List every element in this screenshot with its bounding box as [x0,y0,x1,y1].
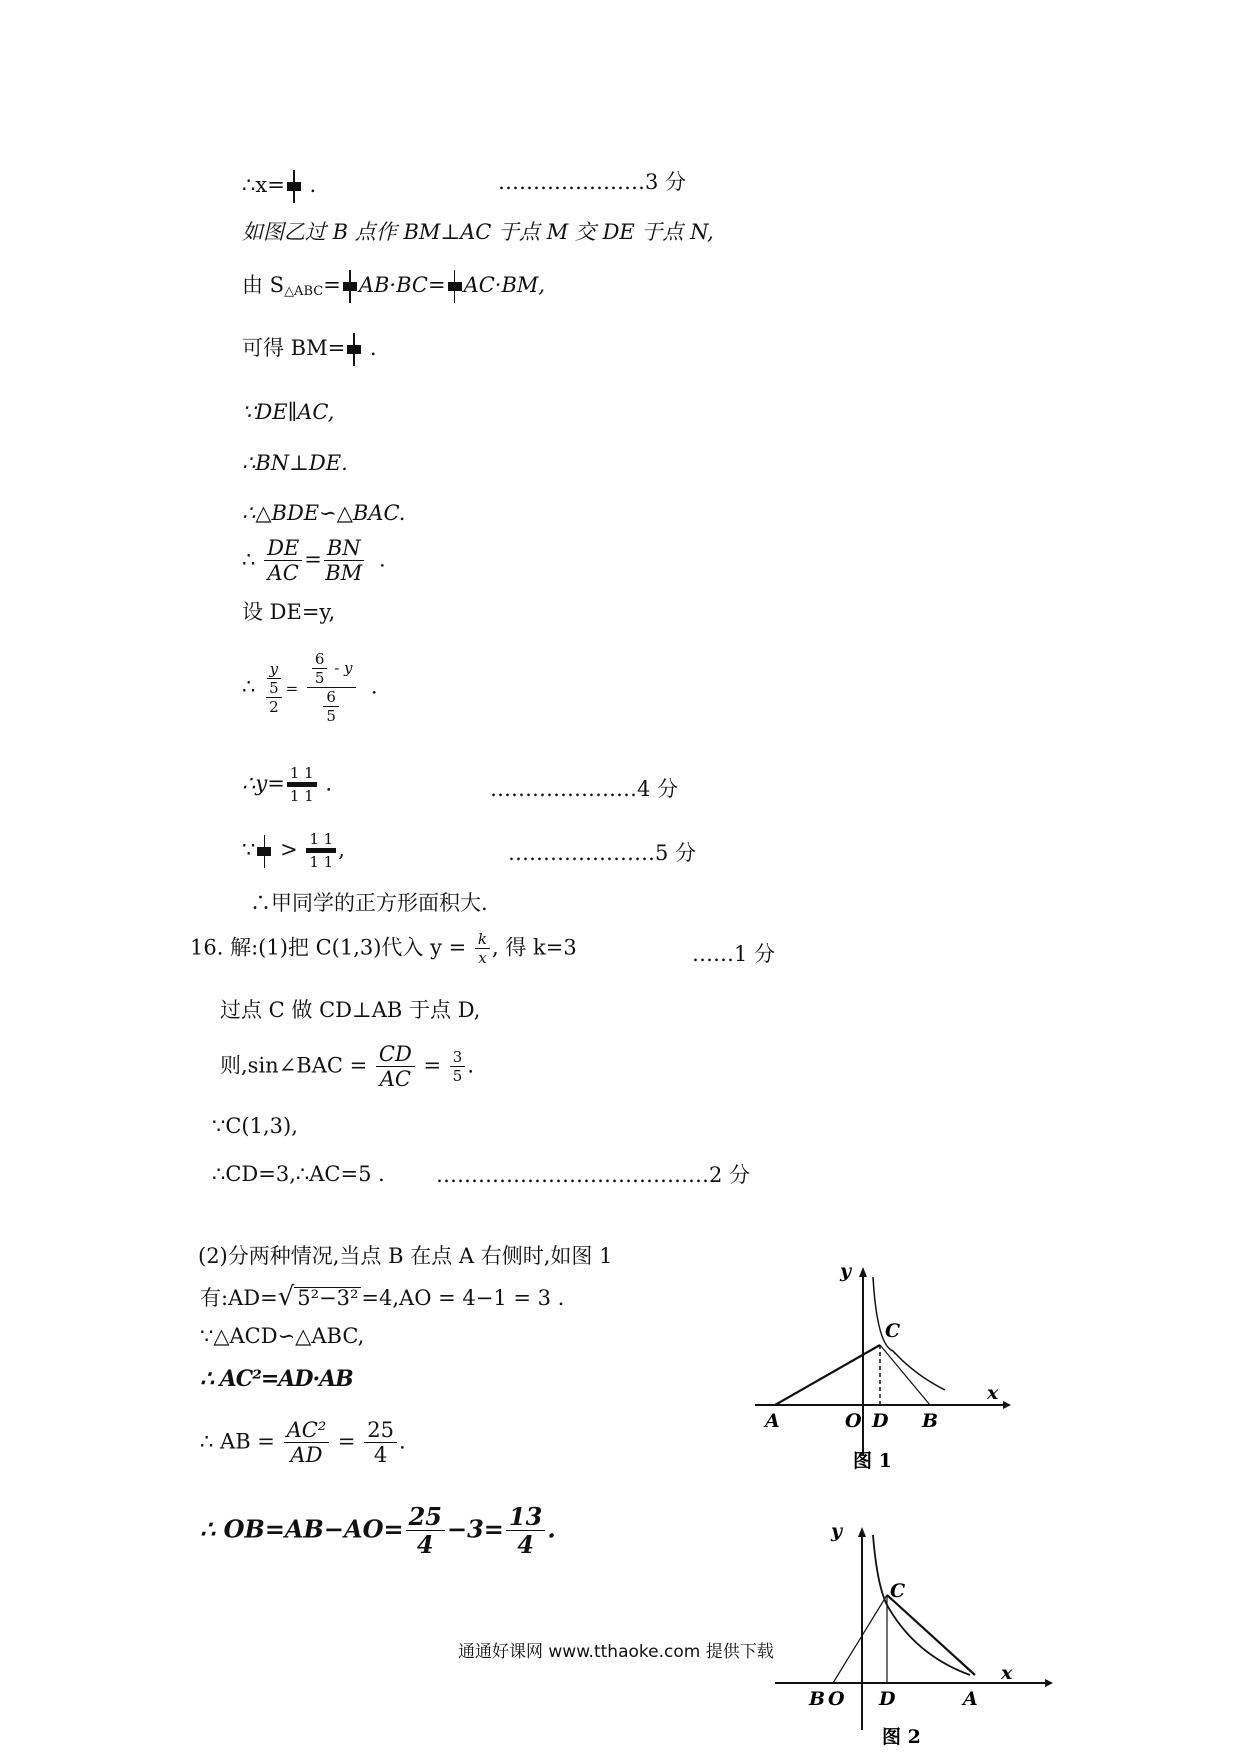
redacted-fraction [257,835,271,868]
line-bm-value: 可得 BM= . [242,333,377,366]
line-y-result: ∴y= $\frac{1 1}{1 1}$ . [242,764,333,805]
line-area-equation: 由 $S_{\triangle ABC}=$ AB·BC= AC·BM, [242,270,545,303]
fig1-b-label: B [922,1410,939,1432]
line-construct-bm: 如图乙过 B 点作 BM⊥AC 于点 M 交 DE 于点 N, [242,220,714,244]
line-let-de: 设 DE=y, [242,600,336,624]
line-bn-perp: ∴BN⊥DE. [242,451,348,475]
fig1-c-label: C [885,1320,901,1342]
fig1-caption: 图 1 [853,1450,892,1472]
fig2-a-label: A [963,1688,978,1710]
score-2: …………………………………2 分 [436,1163,751,1187]
fig2-y-label: y [831,1520,843,1542]
line-ac-squared: ∴ AC²=AD·AB [200,1366,353,1392]
line-compare: ∵ > $\frac{1 1}{1 1}$ , [242,830,345,871]
q16-part1: 16. 解:(1)把 C(1,3)代入 y = $\frac{k}{x}$ , 得 k=3 [190,930,577,967]
redacted-fraction [448,270,462,303]
fig1-d-label: D [872,1410,889,1432]
figure-2-graph [765,1505,1055,1750]
score-5: …………………5 分 [508,841,697,865]
fig2-x-label: x [1001,1662,1013,1684]
score-1: ……1 分 [692,942,776,966]
fig2-d-label: D [879,1688,896,1710]
score-3: …………………3 分 [498,170,687,194]
fig2-o-label: O [828,1688,845,1710]
line-ob: ∴ OB=AB−AO= $\frac{25}{4}$ −3= $\frac{13}{4}$ . [200,1502,556,1559]
footer-source: 通通好课网 www.tthaoke.com 提供下载 [458,1642,774,1662]
score-4: …………………4 分 [490,777,679,801]
fig1-x-label: x [987,1382,999,1404]
line-x-result: ∴x= . [242,170,316,203]
line-similar: ∴△BDE∽△BAC. [242,501,406,525]
line-de-parallel: ∵DE∥AC, [242,400,335,424]
line-ratio: ∴ $\frac{DE}{AC}$ = $\frac{BN}{BM}$ . [242,536,386,585]
line-construct-cd: 过点 C 做 CD⊥AB 于点 D, [220,998,481,1022]
line-cd-ac: ∴CD=3,∴AC=5 . [212,1162,385,1186]
line-conclusion: ∴甲同学的正方形面积大. [250,891,488,915]
line-ab: ∴ AB = $\frac{\text{AC²}}{AD}$ = $\frac{25}{4}$ . [200,1418,406,1467]
line-c-coords: ∵C(1,3), [212,1114,298,1138]
fig2-b-label: B [809,1688,826,1710]
line-similar2: ∵△ACD∽△ABC, [200,1324,365,1348]
fig1-a-label: A [765,1410,780,1432]
fig2-c-label: C [890,1580,906,1602]
figure-1-graph [745,1255,1015,1475]
redacted-fraction [287,170,301,203]
fig1-y-label: y [840,1260,852,1282]
line-sin: 则,sin∠BAC = $\frac{CD}{AC}$ = $\frac{3}{5}$ . [220,1042,475,1091]
redacted-fraction [347,333,361,366]
line-y-equation: ∴ $\frac{y}{\frac{5}{2}}$ = $\frac{6}{5}$ - y $\frac{6}{5}$ . [242,650,378,725]
line-part2-intro: (2)分两种情况,当点 B 在点 A 右侧时,如图 1 [198,1244,613,1268]
fig2-caption: 图 2 [882,1726,921,1748]
line-ad: 有:AD=√ 5²−3² =4,AO = 4−1 = 3 . [200,1282,565,1312]
line-prefix: ∴x= [242,173,285,197]
fig1-o-label: O [845,1410,862,1432]
redacted-fraction [343,270,357,303]
